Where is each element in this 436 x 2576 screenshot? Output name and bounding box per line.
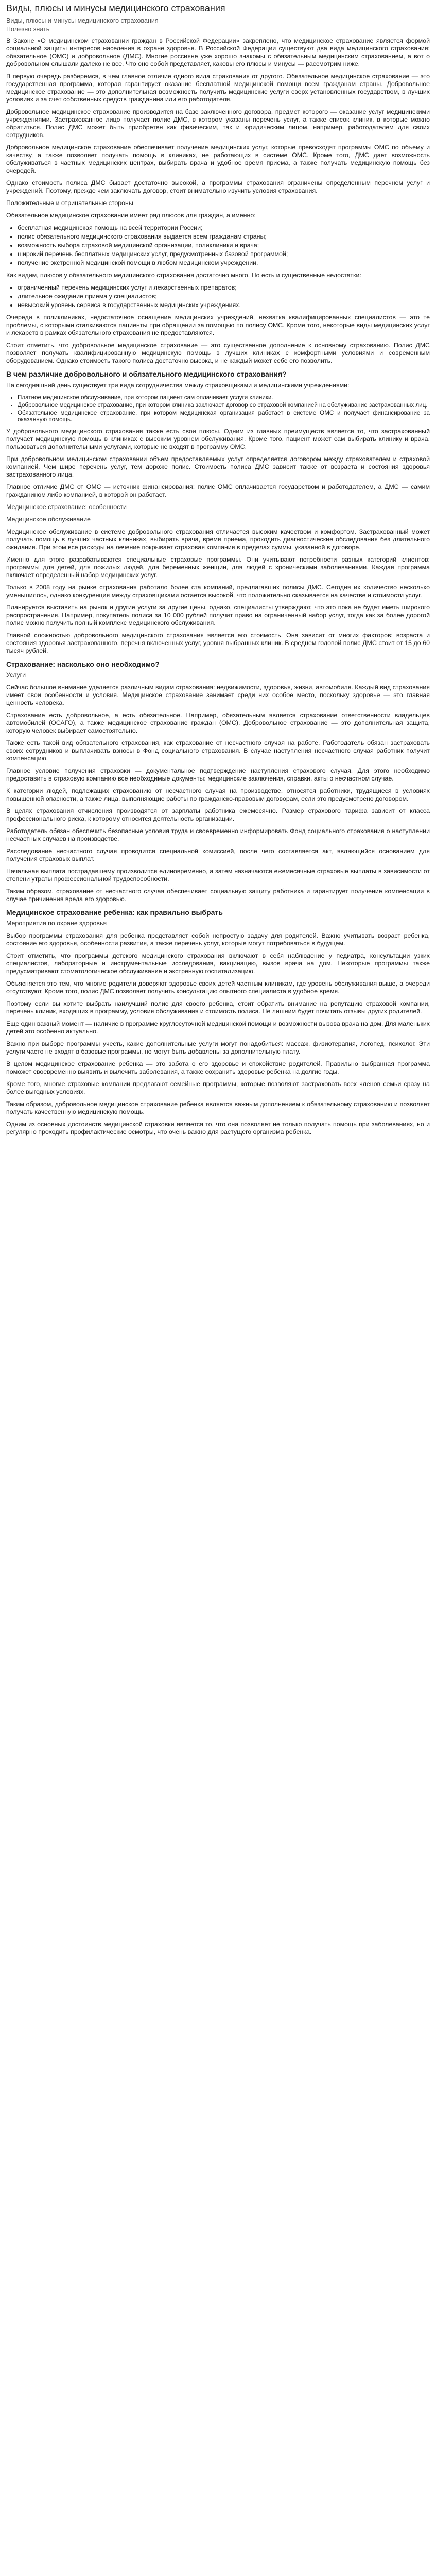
list-item: • широкий перечень бесплатных медицинских услуг, предусмотренных базовой программой;	[18, 250, 430, 258]
list-item: • возможность выбора страховой медицинской организации, поликлиники и врача;	[18, 242, 430, 249]
section-paragraph: Одним из основных достоинств медицинской страховки является то, что она позволяет не только получать помощь при заболеваниях, но и регулярно проходить профилактические осмотры, что очень важно для растущего организма ребенка.	[6, 1121, 430, 1136]
section-paragraph: Планируется выставить на рынок и другие услуги за другие цены, однако, специалисты утверждают, что это пока не будет иметь широкого распространения. Например, покупатель полиса за 10 000 рублей получит право на ограниченный набор услуг, тогда как за более дорогой полис можно получить полный комплекс медицинского обслуживания.	[6, 604, 430, 626]
list-item: • невысокий уровень сервиса в государственных медицинских учреждениях.	[18, 301, 430, 309]
section-paragraph: Таким образом, страхование от несчастного случая обеспечивает социальную защиту работника и гарантирует получение компенсации в случае причинения вреда его здоровью.	[6, 888, 430, 903]
section-paragraph: Таким образом, добровольное медицинское страхование ребенка является важным дополнением к обязательному страхованию и позволяет получать качественную медицинскую помощь.	[6, 1100, 430, 1115]
section-paragraph: Обязательное медицинское страхование имеет ряд плюсов для граждан, а именно:	[6, 212, 256, 219]
section-lead: Мероприятия по охране здоровья	[6, 920, 107, 927]
section-paragraph: К категории людей, подлежащих страхованию от несчастного случая на производстве, относятся работники, трудящиеся в условиях повышенной опасности, а также лица, выполняющие работы по гражданско-правовым договорам, если это предусмотрено договором.	[6, 787, 430, 802]
section-paragraph: Главное отличие ДМС от ОМС — источник финансирования: полис ОМС оплачивается государством и работодателем, а ДМС — самим гражданином либо компанией, в которой он работает.	[6, 483, 430, 498]
category-label: Полезно знать	[6, 26, 50, 33]
article	[0, 0, 436, 1146]
section-lead: Услуги	[6, 671, 26, 679]
list-item: • длительное ожидание приема у специалистов;	[18, 293, 430, 300]
section-paragraph: Очереди в поликлиниках, недостаточное оснащение медицинских учреждений, нехватка квалифицированных специалистов — это те проблемы, с которыми сталкиваются пациенты при обращении за помощью по полису ОМС. Кроме того, некоторые виды медицинских услуг и лекарств в рамках обязательного страхования не предоставляются.	[6, 314, 430, 336]
section-paragraph: На сегодняшний день существует три вида сотрудничества между страховщиками и медицинскими учреждениями:	[6, 382, 350, 389]
section-paragraph: Важно при выборе программы учесть, какие дополнительные услуги могут понадобиться: массаж, физиотерапия, логопед, психолог. Эти услуги часто не входят в базовые программы, но могут быть добавлены за дополнительную плату.	[6, 1040, 430, 1055]
section-heading: Медицинское страхование ребенка: как правильно выбрать	[6, 908, 223, 917]
intro-paragraph: Добровольное медицинское страхование обеспечивает получение медицинских услуг, которые превосходят программы ОМС по объему и качеству, а также позволяет получать помощь в клиниках, не работающих в системе ОМС. Кроме того, ДМС дает возможность обслуживаться в частных медицинских центрах, выбирать врача и удобное время приема, а также получать медицинскую помощь без очередей.	[6, 144, 430, 174]
list-item: • полис обязательного медицинского страхования выдается всем гражданам страны;	[18, 233, 430, 241]
section-paragraph: Именно для этого разрабатываются специальные страховые программы. Они учитывают потребности разных категорий клиентов: программы для детей, для пожилых людей, для беременных женщин, для людей с хроническими заболеваниями. Каждая программа включает определенный набор медицинских услуг.	[6, 556, 430, 579]
section-paragraph: Сейчас большое внимание уделяется различным видам страхования: недвижимости, здоровья, жизни, автомобиля. Каждый вид страхования имеет свои особенности и условия. Медицинское страхование занимает среди них особое место, поскольку здоровье — это главная ценность человека.	[6, 684, 430, 706]
section-paragraph: Только в 2008 году на рынке страхования работало более ста компаний, предлагавших полисы ДМС. Сегодня их количество несколько уменьшилось, однако конкуренция между страховщиками остается высокой, что положительно сказывается на качестве и стоимости услуг.	[6, 584, 430, 599]
section-paragraph: Расследование несчастного случая проводится специальной комиссией, после чего составляется акт, являющийся основанием для получения страховых выплат.	[6, 848, 430, 862]
list-item: • бесплатная медицинская помощь на всей территории России;	[18, 224, 430, 232]
section-paragraph: Страхование есть добровольное, а есть обязательное. Например, обязательным является страхование ответственности владельцев автомобилей (ОСАГО), а также медицинское страхование граждан (ОМС). Добровольное страхование — это дополнительная защита, которую человек выбирает самостоятельно.	[6, 711, 430, 734]
section-paragraph: Главной сложностью добровольного медицинского страхования является его стоимость. Она зависит от многих факторов: возраста и состояния здоровья застрахованного, перечня включенных услуг, уровня выбранных клиник. В среднем годовой полис ДМС стоит от 15 до 60 тысяч рублей.	[6, 632, 430, 654]
intro-paragraph: Однако стоимость полиса ДМС бывает достаточно высокой, а программы страхования ограничены определенным перечнем услуг и учреждений. Поэтому, прежде чем заключать договор, стоит внимательно изучить условия страхования.	[6, 179, 430, 194]
section-paragraph: Кроме того, многие страховые компании предлагают семейные программы, которые позволяют застраховать всех членов семьи сразу на более выгодных условиях.	[6, 1080, 430, 1095]
section-subheading: Медицинское страхование: особенности	[6, 503, 127, 511]
intro-paragraph: В первую очередь разберемся, в чем главное отличие одного вида страхования от другого. Обязательное медицинское страхование — это государственная программа, которая гарантирует оказание бесплатной медицинской помощи всем гражданам страны. Добровольное медицинское страхование — это дополнительная возможность получить медицинские услуги сверх установленных государством, в лучших условиях и за счет собственных средств гражданина или его работодателя.	[6, 73, 430, 103]
section-paragraph: Как видим, плюсов у обязательного медицинского страхования достаточно много. Но есть и существенные недостатки:	[6, 272, 361, 279]
section-paragraph: Главное условие получения страховки — документальное подтверждение наступления страхового случая. Для этого необходимо предоставить в страховую компанию все необходимые документы: медицинские заключения, справки, акты о несчастном случае.	[6, 767, 430, 782]
section-paragraph: Поэтому если вы хотите выбрать наилучший полис для своего ребенка, стоит обратить внимание на репутацию страховой компании, перечень клиник, входящих в программу, условия обслуживания и стоимость полиса. Не лишним будет почитать отзывы других родителей.	[6, 1000, 430, 1015]
pros-list	[6, 224, 430, 267]
list-item: • Платное медицинское обслуживание, при котором пациент сам оплачивает услуги клиники.	[18, 394, 430, 401]
section-heading: Страхование: насколько оно необходимо?	[6, 660, 160, 668]
list-item: • Добровольное медицинское страхование, при котором клиника заключает договор со страховой компанией на обслуживание застрахованных лиц.	[18, 402, 430, 409]
section-paragraph: Также есть такой вид обязательного страхования, как страхование от несчастного случая на работе. Работодатель обязан застраховать своих сотрудников и выплачивать взносы в Фонд социального страхования. В случае наступления несчастного случая работник получит компенсацию.	[6, 739, 430, 762]
breadcrumb[interactable]: Виды, плюсы и минусы медицинского страхования	[6, 17, 159, 24]
section-paragraph: Медицинское обслуживание в системе добровольного страхования отличается высоким качеством и комфортом. Застрахованный может получать помощь в лучших частных клиниках, выбирать врача, время приема, проходить диагностические обследования без длительного ожидания. При этом все расходы на лечение покрывает страховая компания в пределах суммы, указанной в договоре.	[6, 528, 430, 551]
section-paragraph: Начальная выплата пострадавшему производится единовременно, а затем назначаются ежемесячные страховые выплаты в зависимости от степени утраты профессиональной трудоспособности.	[6, 868, 430, 883]
list-item: • Обязательное медицинское страхование, при котором медицинская организация работает в системе ОМС и получает финансирование за оказанную помощь.	[18, 410, 430, 423]
section-lead: Медицинское обслуживание	[6, 516, 91, 523]
list-item: • ограниченный перечень медицинских услуг и лекарственных препаратов;	[18, 284, 430, 292]
section-paragraph: Работодатель обязан обеспечить безопасные условия труда и своевременно информировать Фонд социального страхования о наступлении несчастных случаев на производстве.	[6, 827, 430, 842]
section-paragraph: Еще один важный момент — наличие в программе круглосуточной медицинской помощи и возможности вызова врача на дом. Для маленьких детей это особенно актуально.	[6, 1020, 430, 1035]
section-paragraph: В целом медицинское страхование ребенка — это забота о его здоровье и спокойствие родителей. Правильно выбранная программа поможет своевременно выявить и вылечить заболевания, а также сохранить здоровье ребенка на долгие годы.	[6, 1060, 430, 1075]
cooperation-list	[6, 394, 430, 423]
section-paragraph: При добровольном медицинском страховании объем предоставляемых услуг определяется договором между страхователем и страховой компанией. Чем шире перечень услуг, тем дороже полис. Стоимость полиса ДМС зависит также от возраста и состояния здоровья застрахованного лица.	[6, 455, 430, 478]
section-heading: В чем различие добровольного и обязательного медицинского страхования?	[6, 370, 287, 378]
section-paragraph: У добровольного медицинского страхования также есть свои плюсы. Одним из главных преимуществ является то, что застрахованный получает медицинскую помощь в клиниках с высоким уровнем обслуживания. Кроме того, пациент может сам выбирать клинику и врача, пользоваться дополнительными услугами, которые не входят в программу ОМС.	[6, 428, 430, 450]
section-paragraph: Выбор программы страхования для ребенка представляет собой непростую задачу для родителей. Важно учитывать возраст ребенка, состояние его здоровья, особенности развития, а также перечень услуг, которые могут потребоваться в будущем.	[6, 932, 430, 947]
list-item: • получение экстренной медицинской помощи в любом медицинском учреждении.	[18, 259, 430, 267]
intro-paragraph: В Законе «О медицинском страховании граждан в Российской Федерации» закреплено, что медицинское страхование является формой социальной защиты интересов населения в охране здоровья. В Российской Федерации существуют два вида медицинского страхования: обязательное (ОМС) и добровольное (ДМС). Многие россияне уже хорошо знакомы с обязательным медицинским страхованием, а вот о добровольном слышали далеко не все. Что оно собой представляет, каковы его плюсы и минусы — рассмотрим ниже.	[6, 37, 430, 67]
intro-paragraph: Добровольное медицинское страхование производится на базе заключенного договора, предмет которого — оказание услуг медицинскими учреждениями. Застрахованное лицо получает полис ДМС, в котором указаны перечень услуг, а также список клиник, в которые можно обратиться. Полис ДМС может быть приобретен как физическим, так и юридическим лицом, например, работодателем для своих сотрудников.	[6, 108, 430, 139]
section-paragraph: Стоит отметить, что программы детского медицинского страхования включают в себя наблюдение у педиатра, консультации узких специалистов, лабораторные и инструментальные исследования, вакцинацию, вызов врача на дом. Некоторые программы также предусматривают стоматологическое обслуживание и экстренную госпитализацию.	[6, 952, 430, 975]
page-title: Виды, плюсы и минусы медицинского страхования	[6, 3, 225, 13]
section-paragraph: Стоит отметить, что добровольное медицинское страхование — это существенное дополнение к основному страхованию. Полис ДМС позволяет получать квалифицированную медицинскую помощь в лучших клиниках с комфортными условиями и современным оборудованием. Однако стоимость такого полиса достаточно высока, и не каждый может себе его позволить.	[6, 342, 430, 364]
section-paragraph: В целях страхования отчисления производятся от зарплаты работника ежемесячно. Размер страхового тарифа зависит от класса профессионального риска, к которому относится деятельность организации.	[6, 807, 430, 822]
section-subheading: Положительные и отрицательные стороны	[6, 199, 133, 207]
section-paragraph: Объясняется это тем, что многие родители доверяют здоровье своих детей частным клиникам, где уровень обслуживания выше, а очереди отсутствуют. Кроме того, полис ДМС позволяет получить консультацию опытного специалиста в удобное время.	[6, 980, 430, 995]
cons-list	[6, 284, 430, 309]
